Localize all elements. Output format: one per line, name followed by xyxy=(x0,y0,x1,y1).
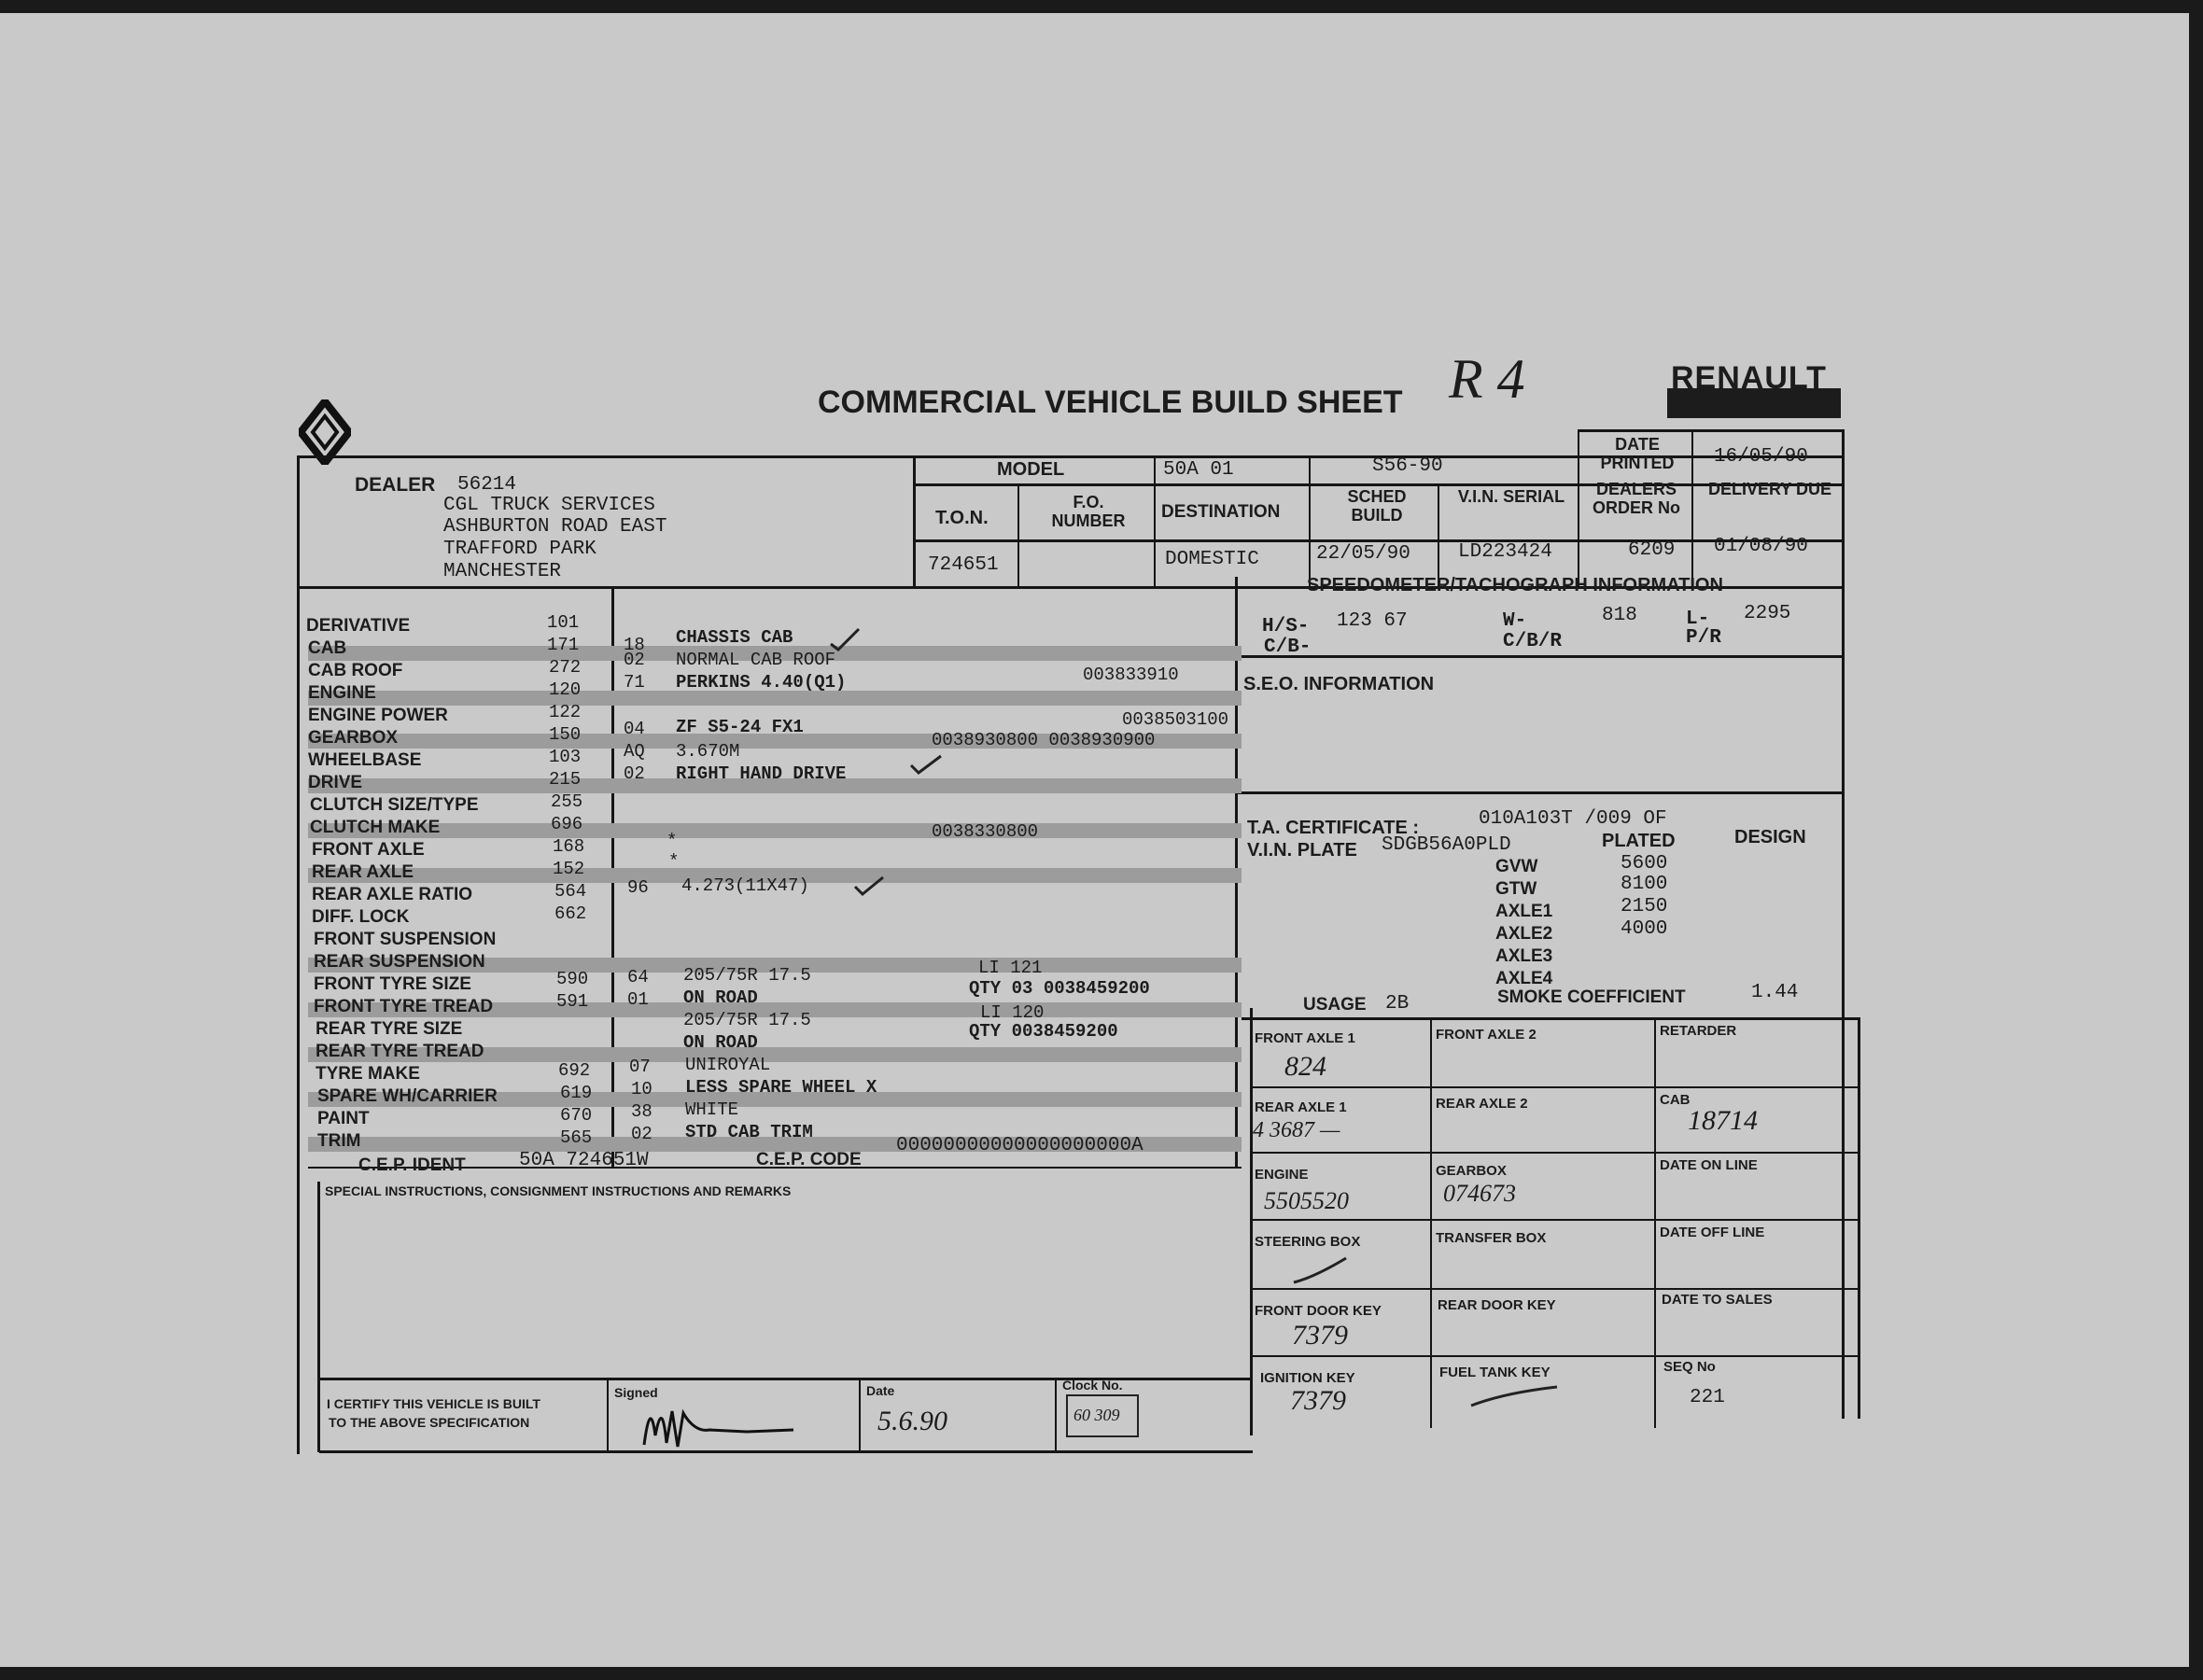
spec-label-diff-lock: DIFF. LOCK xyxy=(312,907,410,927)
document-title: COMMERCIAL VEHICLE BUILD SHEET xyxy=(818,385,1403,420)
spec-code-front-axle: 168 xyxy=(553,836,585,857)
vin-serial-label: V.I.N. SERIAL xyxy=(1457,487,1565,506)
spec-opt-rear-axle-ratio: 96 xyxy=(627,877,649,898)
spec-desc-clutch-make: * xyxy=(667,831,678,851)
ta-axle2-label: AXLE2 xyxy=(1495,924,1553,944)
ta-axle3-label: AXLE3 xyxy=(1495,946,1553,966)
dealer-address-line-4: MANCHESTER xyxy=(443,561,562,582)
ton-value: 724651 xyxy=(928,554,999,576)
serial-label-front-axle-1: FRONT AXLE 1 xyxy=(1255,1030,1355,1046)
spec-desc-cab: CHASSIS CAB xyxy=(676,627,793,648)
spec-extra-rear-tyre-size: LI 120 xyxy=(980,1002,1045,1023)
cep-ident-value: 50A 724651W xyxy=(519,1150,649,1171)
model-code: S56-90 xyxy=(1372,455,1443,477)
spec-label-clutch-make: CLUTCH MAKE xyxy=(310,818,441,837)
spec-opt-trim: 02 xyxy=(631,1124,652,1144)
ta-cert-value: 010A103T /009 OF xyxy=(1479,808,1667,830)
serial-label-ignition-key: IGNITION KEY xyxy=(1260,1370,1355,1386)
serial-label-fuel-tank-key: FUEL TANK KEY xyxy=(1439,1365,1551,1380)
dealers-order-value: 6209 xyxy=(1628,539,1676,561)
spec-label-derivative: DERIVATIVE xyxy=(306,616,411,636)
spec-code-wheelbase: 103 xyxy=(549,747,582,767)
vin-serial-value: LD223424 xyxy=(1458,541,1552,563)
spec-label-paint: PAINT xyxy=(317,1109,370,1128)
spec-desc-cab-roof: NORMAL CAB ROOF xyxy=(676,650,836,670)
model-value: 50A 01 xyxy=(1163,459,1234,481)
spec-label-clutch-size: CLUTCH SIZE/TYPE xyxy=(310,795,479,815)
serial-label-transfer-box: TRANSFER BOX xyxy=(1436,1230,1547,1246)
serial-label-rear-axle-1: REAR AXLE 1 xyxy=(1255,1099,1347,1115)
plated-label: PLATED xyxy=(1602,831,1676,851)
spec-desc-tyre-make: UNIROYAL xyxy=(685,1055,771,1075)
spec-code-front-tyre-size: 590 xyxy=(556,969,589,989)
speedo-hs-value: 123 67 xyxy=(1337,610,1408,632)
speedo-cbr-label: C/B/R xyxy=(1503,631,1563,652)
certify-text-line-2: TO THE ABOVE SPECIFICATION xyxy=(329,1415,530,1430)
spec-desc-rear-tyre-tread: ON ROAD xyxy=(683,1032,758,1053)
spec-label-front-tyre-tread: FRONT TYRE TREAD xyxy=(314,997,494,1016)
serial-label-retarder: RETARDER xyxy=(1660,1023,1737,1039)
spec-desc-drive: RIGHT HAND DRIVE xyxy=(676,763,847,784)
spec-desc-spare-wheel: LESS SPARE WHEEL X xyxy=(685,1077,877,1098)
signed-label: Signed xyxy=(614,1385,658,1400)
serial-label-rear-door-key: REAR DOOR KEY xyxy=(1438,1297,1556,1313)
spec-code-tyre-make: 692 xyxy=(558,1060,591,1081)
fo-number-label: F.O. NUMBER xyxy=(1051,493,1126,530)
spec-opt-gearbox: 04 xyxy=(624,719,645,739)
spec-extra-front-tyre-size: LI 121 xyxy=(978,958,1043,978)
delivery-due-value: 01/08/90 xyxy=(1714,536,1808,557)
spec-desc-rear-tyre-size: 205/75R 17.5 xyxy=(683,1010,811,1030)
spec-extra-rear-tyre-tread: QTY 0038459200 xyxy=(969,1021,1118,1042)
renault-diamond-logo xyxy=(299,399,351,469)
speedo-l-label: L- xyxy=(1686,609,1710,630)
spec-label-front-axle: FRONT AXLE xyxy=(312,840,425,860)
spec-code-spare-wheel: 619 xyxy=(560,1083,593,1103)
spec-desc-gearbox: ZF S5-24 FX1 xyxy=(676,717,804,737)
spec-label-rear-axle-ratio: REAR AXLE RATIO xyxy=(312,885,473,904)
spec-code-engine: 120 xyxy=(549,679,582,700)
date-label: Date xyxy=(866,1383,895,1398)
destination-value: DOMESTIC xyxy=(1165,549,1259,570)
seo-label: S.E.O. INFORMATION xyxy=(1243,674,1435,694)
spec-code-clutch-make: 696 xyxy=(551,814,583,834)
usage-value: 2B xyxy=(1385,993,1410,1015)
serial-label-seq-no: SEQ No xyxy=(1663,1359,1716,1375)
speedo-w-label: W- xyxy=(1503,610,1527,632)
serial-value-gearbox: 074673 xyxy=(1443,1180,1516,1207)
serial-label-front-door-key: FRONT DOOR KEY xyxy=(1255,1303,1382,1319)
spec-label-wheelbase: WHEELBASE xyxy=(308,750,422,770)
spec-label-rear-tyre-tread: REAR TYRE TREAD xyxy=(316,1042,484,1061)
spec-code-cab-roof: 272 xyxy=(549,657,582,678)
spec-label-trim: TRIM xyxy=(317,1131,361,1151)
serial-value-front-axle-1: 824 xyxy=(1284,1051,1326,1082)
serial-label-rear-axle-2: REAR AXLE 2 xyxy=(1436,1096,1528,1112)
ta-gvw-value: 5600 xyxy=(1621,853,1668,875)
serial-label-steering-box: STEERING BOX xyxy=(1255,1234,1361,1250)
spec-label-tyre-make: TYRE MAKE xyxy=(316,1064,420,1084)
serial-value-rear-axle-1: 4 3687 — xyxy=(1253,1118,1340,1142)
spec-opt-front-tyre-tread: 01 xyxy=(627,989,649,1010)
serial-value-engine: 5505520 xyxy=(1264,1187,1349,1214)
fuel-tank-key-stroke xyxy=(1467,1383,1561,1411)
ta-cert-label: T.A. CERTIFICATE : xyxy=(1247,818,1420,838)
serial-value-ignition-key: 7379 xyxy=(1290,1385,1346,1416)
ta-axle1-value: 2150 xyxy=(1621,896,1668,917)
dealers-order-label: DEALERS ORDER No xyxy=(1593,480,1680,517)
clock-no-value: 60 309 xyxy=(1073,1406,1120,1424)
spec-desc-rear-axle-ratio: 4.273(11X47) xyxy=(681,875,809,896)
certify-text-line-1: I CERTIFY THIS VEHICLE IS BUILT xyxy=(327,1396,540,1411)
dealer-code: 56214 xyxy=(457,474,517,496)
spec-label-rear-axle: REAR AXLE xyxy=(312,862,414,882)
spec-desc-wheelbase: 3.670M xyxy=(676,741,740,762)
spec-opt-engine: 71 xyxy=(624,672,645,693)
serial-label-cab: CAB xyxy=(1660,1092,1691,1108)
spec-opt-spare-wheel: 10 xyxy=(631,1079,652,1099)
spec-code-paint: 670 xyxy=(560,1105,593,1126)
spec-code-gearbox: 150 xyxy=(549,724,582,745)
spec-label-engine-power: ENGINE POWER xyxy=(308,706,448,725)
spec-label-drive: DRIVE xyxy=(308,773,363,792)
spec-extra-engine: 003833910 xyxy=(1083,665,1179,685)
date-printed-value: 16/05/90 xyxy=(1714,446,1808,468)
design-label: DESIGN xyxy=(1734,827,1806,847)
spec-code-derivative: 101 xyxy=(547,612,580,633)
spec-label-cab: CAB xyxy=(308,638,347,658)
serial-value-front-door-key: 7379 xyxy=(1292,1320,1348,1351)
speedo-w-value: 818 xyxy=(1602,605,1637,626)
serial-value-cab: 18714 xyxy=(1688,1105,1758,1136)
spec-label-rear-tyre-size: REAR TYRE SIZE xyxy=(316,1019,463,1039)
serial-label-date-to-sales: DATE TO SALES xyxy=(1662,1292,1773,1308)
spec-opt-tyre-make: 07 xyxy=(629,1057,651,1077)
delivery-due-label: DELIVERY DUE xyxy=(1707,480,1832,498)
spec-label-spare-wheel: SPARE WH/CARRIER xyxy=(317,1086,498,1106)
sched-build-value: 22/05/90 xyxy=(1316,543,1410,565)
model-label: MODEL xyxy=(997,459,1065,480)
dealer-address-line-2: ASHBURTON ROAD EAST xyxy=(443,516,667,538)
ton-label: T.O.N. xyxy=(935,508,989,528)
ta-gtw-label: GTW xyxy=(1495,879,1537,899)
spec-label-front-tyre-size: FRONT TYRE SIZE xyxy=(314,974,471,994)
brand-name: RENAULT xyxy=(1671,360,1827,396)
speedo-cb-label: C/B- xyxy=(1264,637,1312,658)
vin-plate-label: V.I.N. PLATE xyxy=(1247,840,1357,861)
ta-axle2-value: 4000 xyxy=(1621,918,1668,940)
destination-label: DESTINATION xyxy=(1161,502,1281,522)
speedo-l-value: 2295 xyxy=(1744,603,1791,624)
cep-code-label: C.E.P. CODE xyxy=(756,1150,862,1169)
spec-label-rear-suspension: REAR SUSPENSION xyxy=(314,952,485,972)
vin-plate-value: SDGB56A0PLD xyxy=(1382,834,1511,856)
spec-opt-cab-roof: 02 xyxy=(624,650,645,670)
spec-extra-gearbox: 0038503100 xyxy=(1122,709,1229,730)
spec-desc-trim: STD CAB TRIM xyxy=(685,1122,813,1142)
spec-opt-cab: 18 xyxy=(624,635,645,655)
spec-label-front-suspension: FRONT SUSPENSION xyxy=(314,930,497,949)
spec-code-engine-power: 122 xyxy=(549,702,582,722)
ta-gvw-label: GVW xyxy=(1495,857,1538,876)
speedo-pr-label: P/R xyxy=(1686,627,1721,649)
spec-opt-front-tyre-size: 64 xyxy=(627,967,649,987)
handwritten-mark: R 4 xyxy=(1449,348,1525,410)
clock-no-stamp xyxy=(1066,1394,1139,1437)
dealer-address-line-1: CGL TRUCK SERVICES xyxy=(443,495,655,516)
spec-desc-paint: WHITE xyxy=(685,1099,739,1120)
spec-desc-front-tyre-size: 205/75R 17.5 xyxy=(683,965,811,986)
speedo-title: SPEEDOMETER/TACHOGRAPH INFORMATION xyxy=(1307,575,1723,595)
spec-opt-paint: 38 xyxy=(631,1101,652,1122)
spec-code-rear-axle-ratio: 564 xyxy=(554,881,587,902)
ta-axle1-label: AXLE1 xyxy=(1495,902,1553,921)
spec-desc-engine: PERKINS 4.40(Q1) xyxy=(676,672,847,693)
cep-ident-label: C.E.P. IDENT xyxy=(358,1155,466,1175)
smoke-coefficient-value: 1.44 xyxy=(1751,982,1799,1003)
cep-code-value: 00000000000000000000A xyxy=(896,1135,1144,1156)
spec-label-cab-roof: CAB ROOF xyxy=(308,661,403,680)
spec-extra-front-tyre-tread: QTY 03 0038459200 xyxy=(969,978,1150,999)
spec-code-cab: 171 xyxy=(547,635,580,655)
dealer-address-line-3: TRAFFORD PARK xyxy=(443,539,596,560)
ta-axle4-label: AXLE4 xyxy=(1495,969,1553,988)
date-printed-label: DATE PRINTED xyxy=(1600,435,1675,472)
steering-box-stroke xyxy=(1290,1251,1365,1288)
spec-code-clutch-size: 255 xyxy=(551,791,583,812)
sched-build-label: SCHED BUILD xyxy=(1347,487,1407,525)
clock-no-label: Clock No. xyxy=(1062,1378,1123,1393)
spec-desc-front-tyre-tread: ON ROAD xyxy=(683,987,758,1008)
ta-gtw-value: 8100 xyxy=(1621,874,1668,895)
dealer-label: DEALER xyxy=(355,474,436,496)
tick-marks xyxy=(821,616,1008,915)
spec-label-gearbox: GEARBOX xyxy=(308,728,399,748)
usage-label: USAGE xyxy=(1303,995,1367,1015)
spec-extra-wheelbase: 0038930800 0038930900 xyxy=(932,730,1156,750)
date-value: 5.6.90 xyxy=(877,1406,947,1436)
spec-code-front-tyre-tread: 591 xyxy=(556,991,589,1012)
serial-label-front-axle-2: FRONT AXLE 2 xyxy=(1436,1027,1536,1043)
serial-label-gearbox: GEARBOX xyxy=(1436,1163,1507,1179)
signature xyxy=(635,1398,803,1454)
smoke-coefficient-label: SMOKE COEFFICIENT xyxy=(1497,987,1686,1007)
spec-extra-clutch-make: 0038330800 xyxy=(932,821,1039,842)
spec-opt-wheelbase: AQ xyxy=(624,741,645,762)
spec-code-drive: 215 xyxy=(549,769,582,790)
spec-code-diff-lock: 662 xyxy=(554,903,587,924)
renault-brand-logo xyxy=(1667,360,1841,418)
spec-opt-drive: 02 xyxy=(624,763,645,784)
serial-label-date-off-line: DATE OFF LINE xyxy=(1660,1225,1765,1240)
spec-code-trim: 565 xyxy=(560,1127,593,1148)
serial-value-seq-no: 221 xyxy=(1690,1387,1725,1408)
spec-label-engine: ENGINE xyxy=(308,683,376,703)
speedo-hs-label: H/S- xyxy=(1262,616,1310,637)
spec-code-rear-axle: 152 xyxy=(553,859,585,879)
serial-label-engine: ENGINE xyxy=(1255,1167,1309,1183)
special-instructions-label: SPECIAL INSTRUCTIONS, CONSIGNMENT INSTRUCTIONS AND REMARKS xyxy=(325,1183,792,1198)
serial-label-date-on-line: DATE ON LINE xyxy=(1660,1157,1758,1173)
spec-desc-front-axle: * xyxy=(668,851,680,872)
